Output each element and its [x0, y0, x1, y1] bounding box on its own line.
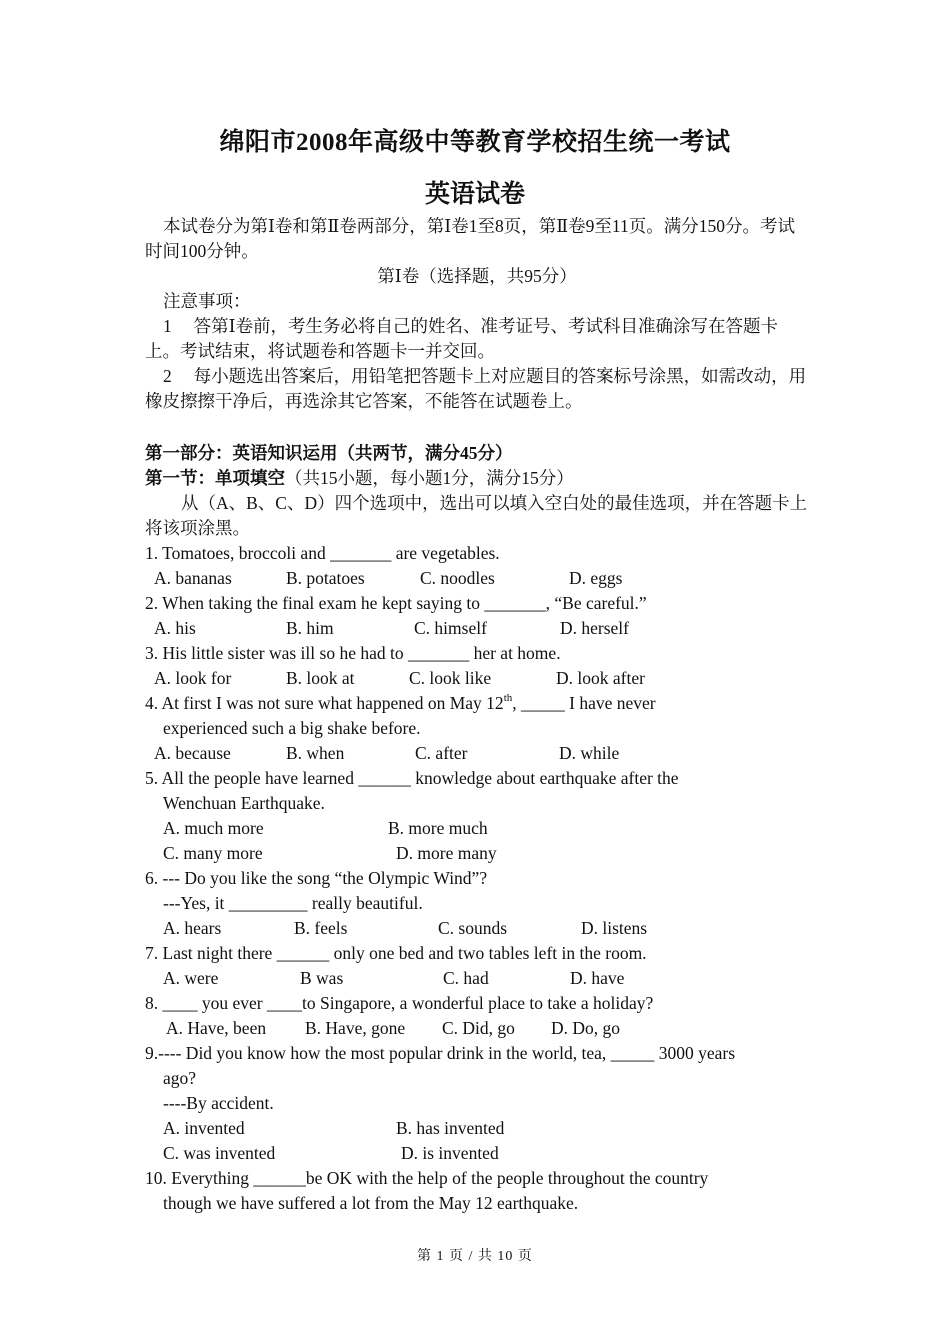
- question-9-answer-line: ----By accident.: [163, 1093, 274, 1113]
- question-10-stem-cont: though we have suffered a lot from the May 12 earthquake.: [163, 1193, 579, 1213]
- question-8-stem: 8. ____ you ever ____to Singapore, a wonderful place to take a holiday?: [145, 993, 654, 1013]
- ordinal-suffix: th: [503, 692, 513, 704]
- option-b: B. him: [286, 618, 334, 638]
- question-5-stem-cont: Wenchuan Earthquake.: [163, 793, 325, 813]
- option-a: A. look for: [154, 668, 232, 688]
- question-9-options-row2: [145, 1141, 809, 1166]
- option-c: C. noodles: [420, 568, 495, 588]
- option-c: C. look like: [409, 668, 492, 688]
- option-a: A. invented: [163, 1118, 245, 1138]
- option-a: A. hears: [163, 918, 222, 938]
- option-d: D. look after: [556, 668, 645, 688]
- option-b: B was: [300, 968, 344, 988]
- exam-title: 绵阳市2008年高级中等教育学校招生统一考试: [219, 129, 731, 156]
- question-8-options: [145, 1016, 809, 1041]
- question-4-stem-part: 4. At first I was not sure what happened on May 12: [145, 693, 504, 713]
- option-c: C. himself: [414, 618, 487, 638]
- question-4-stem-cont: experienced such a big shake before.: [163, 718, 421, 738]
- option-c: C. Did, go: [442, 1018, 515, 1038]
- option-c: C. many more: [163, 843, 263, 863]
- option-b: B. look at: [286, 668, 355, 688]
- question-10-stem: 10. Everything ______be OK with the help of the people throughout the country: [145, 1168, 709, 1188]
- option-c: C. after: [415, 743, 468, 763]
- section1-heading: [145, 466, 809, 491]
- question-9-stem: 9.---- Did you know how the most popular drink in the world, tea, _____ 3000 years: [145, 1043, 736, 1063]
- option-a: A. much more: [163, 818, 264, 838]
- option-a: A. because: [154, 743, 231, 763]
- question-4-stem-part: , _____ I have never: [512, 693, 656, 713]
- notes-heading: 注意事项：: [163, 291, 251, 311]
- option-a: A. were: [163, 968, 219, 988]
- option-d: D. more many: [396, 843, 497, 863]
- option-c: C. was invented: [163, 1143, 276, 1163]
- option-a: A. Have, been: [166, 1018, 267, 1038]
- option-d: D. Do, go: [551, 1018, 621, 1038]
- option-b: B. feels: [294, 918, 348, 938]
- option-d: D. listens: [581, 918, 648, 938]
- exam-body: [145, 214, 809, 1216]
- section1-title: 第一节：单项填空: [145, 468, 285, 488]
- question-9-options-row1: [145, 1116, 809, 1141]
- question-6-options: [145, 916, 809, 941]
- option-b: B. more much: [388, 818, 488, 838]
- question-5-stem: 5. All the people have learned ______ knowledge about earthquake after the: [145, 768, 679, 788]
- part1-heading: 第一部分：英语知识运用（共两节，满分45分）: [145, 443, 513, 463]
- question-7-stem: 7. Last night there ______ only one bed and two tables left in the room.: [145, 943, 647, 963]
- question-4-stem: [145, 691, 809, 716]
- question-1-stem: 1. Tomatoes, broccoli and _______ are vegetables.: [145, 543, 500, 563]
- question-3-options: [145, 666, 809, 691]
- question-6-stem: 6. --- Do you like the song “the Olympic Wind”?: [145, 868, 488, 888]
- question-2-stem: 2. When taking the final exam he kept saying to _______, “Be careful.”: [145, 593, 647, 613]
- section1-detail: （共15小题，每小题1分，满分15分）: [285, 468, 574, 488]
- question-9-stem-cont: ago?: [163, 1068, 197, 1088]
- section1-instructions: 从（A、B、C、D）四个选项中，选出可以填入空白处的最佳选项，并在答题卡上将该项涂黑。: [145, 493, 808, 538]
- option-b: B. when: [286, 743, 345, 763]
- exam-subtitle: 英语试卷: [424, 181, 525, 208]
- option-c: C. had: [443, 968, 489, 988]
- intro-paragraph: 本试卷分为第Ⅰ卷和第Ⅱ卷两部分，第Ⅰ卷1至8页，第Ⅱ卷9至11页。满分150分。考试时间100分钟。: [145, 216, 795, 261]
- option-a: A. bananas: [154, 568, 232, 588]
- question-2-options: [145, 616, 809, 641]
- question-6-stem-cont: ---Yes, it _________ really beautiful.: [163, 893, 423, 913]
- question-3-stem: 3. His little sister was ill so he had to _______ her at home.: [145, 643, 561, 663]
- question-5-options-row2: [145, 841, 809, 866]
- option-b: B. has invented: [396, 1118, 505, 1138]
- option-b: B. Have, gone: [305, 1018, 406, 1038]
- option-d: D. eggs: [569, 568, 623, 588]
- note-2: 2 每小题选出答案后，用铅笔把答题卡上对应题目的答案标号涂黑，如需改动，用橡皮擦擦干净后，再选涂其它答案，不能答在试题卷上。: [145, 366, 807, 411]
- option-c: C. sounds: [438, 918, 508, 938]
- option-d: D. herself: [560, 618, 630, 638]
- volume-heading: 第Ⅰ卷（选择题，共95分）: [377, 266, 577, 286]
- question-7-options: [145, 966, 809, 991]
- question-4-options: [145, 741, 809, 766]
- option-d: D. is invented: [401, 1143, 499, 1163]
- page-footer: 第 1 页 / 共 10 页: [417, 1249, 533, 1264]
- note-1: 1 答第Ⅰ卷前，考生务必将自己的姓名、准考证号、考试科目准确涂写在答题卡上。考试结束，将试题卷和答题卡一并交回。: [145, 316, 779, 361]
- option-d: D. have: [570, 968, 625, 988]
- option-a: A. his: [154, 618, 196, 638]
- option-d: D. while: [559, 743, 620, 763]
- question-5-options-row1: [145, 816, 809, 841]
- option-b: B. potatoes: [286, 568, 365, 588]
- question-1-options: [145, 566, 809, 591]
